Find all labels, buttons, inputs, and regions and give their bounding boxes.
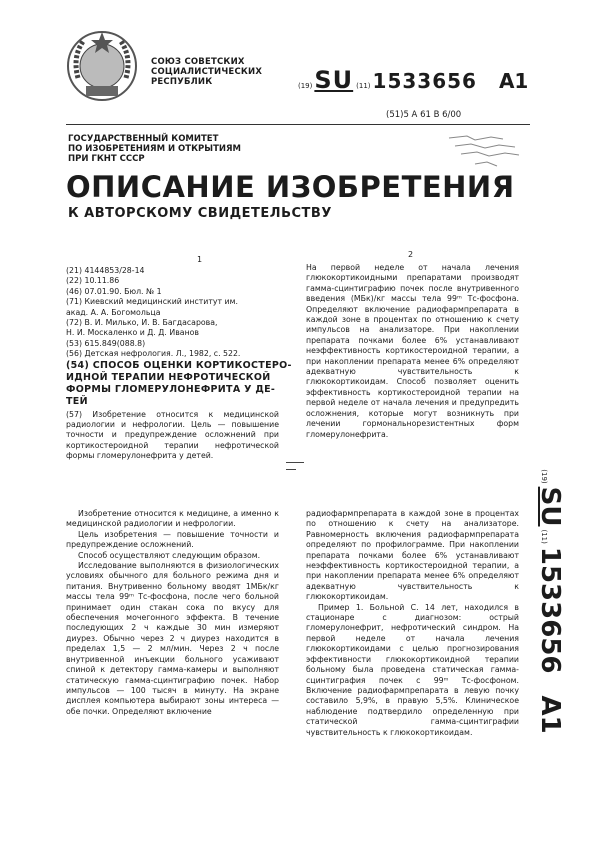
description-left-column bbox=[66, 509, 279, 717]
column-number-left: 1 bbox=[197, 255, 203, 264]
paragraph: Цель изобретения — повышение точности и предупреждение осложнений. bbox=[66, 529, 279, 550]
bib-line: (72) В. И. Милько, И. В. Багдасарова, bbox=[66, 318, 218, 328]
publication-number: (19) SU (11) 1533656 A1 bbox=[298, 66, 529, 94]
invention-title-line: ИДНОЙ ТЕРАПИИ НЕФРОТИЧЕСКОЙ bbox=[66, 371, 271, 383]
committee-name: ГОСУДАРСТВЕННЫЙ КОМИТЕТ ПО ИЗОБРЕТЕНИЯМ И ОТКРЫТИЯМ ПРИ ГКНТ СССР bbox=[68, 134, 241, 164]
column-number-right: 2 bbox=[408, 250, 414, 259]
paragraph: Способ осуществляют следующим образом. bbox=[78, 550, 261, 560]
abstract-start: (57) Изобретение относится к медицинской радиологии и нефрологии. Цель — повышение точности и предупреждение осложнений при кортикостероидной терапии нефротической формы гломерулонефрита у детей. bbox=[66, 409, 279, 461]
organization-name: СОЮЗ СОВЕТСКИХ СОЦИАЛИСТИЧЕСКИХ РЕСПУБЛИК bbox=[151, 57, 263, 87]
bibliographic-data bbox=[66, 266, 292, 462]
kind-code: A1 bbox=[498, 69, 529, 93]
paragraph: Изобретение относится к медицине, а именно к медицинской радиологии и нефрологии. bbox=[66, 509, 279, 529]
paragraph: Пример 1. Больной С. 14 лет, находился в стационаре с диагнозом: острый гломерулонефрит, нефротический синдром. На первой неделе от начала лечения глюкокортикоидами с целью прогнозирования эффективности глюкокортикоидной терапии больному была проведена статическая гамма-сцинтиграфия почек с 99ᵐ Тс-фосфоном. Включение радиофармпрепарата в левую почку составило 5,9%, в правую 5,5%. Клиническое наблюдение подтвердило определенную при статической гамма-сцинтиграфии чувствительность к глюкокортикоидам. bbox=[306, 602, 519, 737]
bib-line: (56) Детская нефрология. Л., 1982, с. 522. bbox=[66, 349, 241, 359]
bib-line: (46) 07.01.90. Бюл. № 1 bbox=[66, 286, 162, 296]
patent-number: 1533656 bbox=[372, 69, 477, 93]
ipc-classification: (51)5 А 61 В 6/00 bbox=[386, 110, 462, 120]
ussr-emblem bbox=[62, 26, 142, 106]
country-code: SU bbox=[314, 66, 354, 94]
abstract-paragraph: На первой неделе от начала лечения глюкокортикоидными препаратами производят гамма-сцинтиграфию почек после внутривенного введения (МБк)/кг массы тела 99ᵐ Тс-фосфона. Определяют включение радиофармпрепарата в каждой зоне в процентах по отношению к счету импульсов на анализаторе. При накоплении препарата почками более 6% устанавливают неэффективность кортикостероидной терапии, а при накоплении препарата менее 6% определяют адекватную чувствительность к глюкокортикоидам. Способ позволяет оценить эффективность кортикостероидной терапии на первой неделе от начала лечения и предупредить осложнения, которые могут возникнуть при лечении гормональнорезистентных форм гломерулонефрита. bbox=[306, 263, 519, 439]
bib-line: (71) Киевский медицинский институт им. bbox=[66, 297, 238, 307]
document-subtitle: К АВТОРСКОМУ СВИДЕТЕЛЬСТВУ bbox=[68, 206, 332, 221]
bib-line: Н. И. Москаленко и Д. Д. Иванов bbox=[66, 328, 200, 338]
side-patent-label: (19) SU (11) 1533656 A1 bbox=[535, 469, 565, 734]
description-right-column bbox=[306, 509, 519, 738]
bib-line: (53) 615.849(088.8) bbox=[66, 338, 146, 348]
bib-line: (21) 4144853/28-14 bbox=[66, 266, 145, 275]
header-rule bbox=[66, 124, 530, 125]
library-stamp bbox=[445, 132, 525, 174]
bib-line: (22) 10.11.86 bbox=[66, 276, 120, 286]
invention-title-line: ТЕЙ bbox=[66, 395, 88, 407]
bib-line: акад. А. А. Богомольца bbox=[66, 307, 161, 317]
separator-line bbox=[286, 462, 304, 463]
abstract-continuation bbox=[306, 263, 519, 440]
invention-title-line: (54) СПОСОБ ОЦЕНКИ КОРТИКОСТЕРО- bbox=[66, 359, 292, 371]
document-title: ОПИСАНИЕ ИЗОБРЕТЕНИЯ bbox=[66, 170, 515, 204]
invention-title-line: ФОРМЫ ГЛОМЕРУЛОНЕФРИТА У ДЕ- bbox=[66, 383, 276, 395]
separator-line bbox=[286, 469, 296, 470]
paragraph: Исследование выполняются в физиологических условиях обычного для больного режима дня и питания. Внутривенно больному вводят 1МБк/кг массы тела 99ᵐ Тс-фосфона, после чего больной принимает один стакан сока по вкусу для обеспечения мочегонного эффекта. В течение последующих 2 ч каждые 30 мин измеряют диурез. Обычно через 2 ч диурез находится в пределах 1,5 — 2 мл/мин. Через 2 ч после внутривенной инъекции больного усаживают спиной к детектору гамма-камеры и выполняют статическую гамма-сцинтиграфию почек. Набор импульсов — 100 тысяч в минуту. На экране дисплея компьютера выбирают зоны интереса — обе почки. Определяют включение bbox=[66, 561, 279, 716]
paragraph: радиофармпрепарата в каждой зоне в процентах по отношению к счету на анализаторе. Равномерность включения радиофармпрепарата определяют по профилограмме. При накоплении препарата почками более 6% устанавливают неэффективность кортикостероидной терапии, а при накоплении препарата менее 6% определяют адекватную чувствительность к глюкокортикоидам. bbox=[306, 509, 519, 602]
